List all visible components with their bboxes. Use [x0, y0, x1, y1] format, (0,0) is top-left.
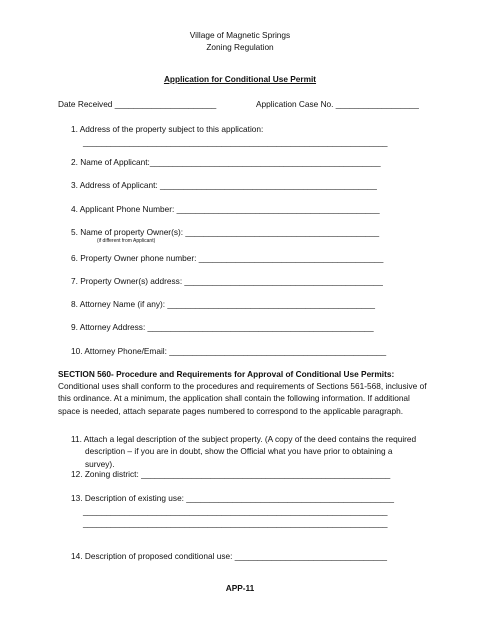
existing-use-blank-1[interactable]: __________________________________________________________________	[83, 506, 388, 516]
owner-phone-field[interactable]: 6. Property Owner phone number: ________________________________________	[71, 253, 384, 263]
page-footer: APP-11	[225, 583, 255, 593]
header-document-type: Zoning Regulation	[206, 42, 274, 52]
attorney-contact-field[interactable]: 10. Attorney Phone/Email: _______________________________________________	[71, 346, 387, 356]
property-address-blank[interactable]: __________________________________________________________________	[83, 137, 388, 147]
section-heading: SECTION 560- Procedure and Requirements for Approval of Conditional Use Permits:	[58, 369, 395, 379]
proposed-use-field[interactable]: 14. Description of proposed conditional use: _________________________________	[71, 551, 388, 561]
attorney-name-field[interactable]: 8. Attorney Name (if any): _____________________________________________	[71, 299, 376, 309]
owner-name-field[interactable]: 5. Name of property Owner(s): __________________________________________	[71, 227, 380, 237]
owner-name-note: (if different from Applicant)	[97, 238, 156, 244]
existing-use-blank-2[interactable]: __________________________________________________________________	[83, 518, 388, 528]
legal-description-item: 11. Attach a legal description of the subject property. (A copy of the deed contains the required description – if you are in doubt, show the Official what you have prior to obtaining a survey).	[71, 434, 417, 469]
applicant-name-field[interactable]: 2. Name of Applicant:__________________________________________________	[71, 157, 381, 167]
date-received-field[interactable]: Date Received ______________________	[58, 99, 217, 109]
form-title: Application for Conditional Use Permit	[163, 74, 317, 84]
existing-use-field[interactable]: 13. Description of existing use: _____________________________________________	[71, 493, 394, 503]
header-municipality: Village of Magnetic Springs	[189, 30, 291, 40]
case-number-field[interactable]: Application Case No. __________________	[256, 99, 419, 109]
applicant-phone-field[interactable]: 4. Applicant Phone Number: ____________________________________________	[71, 204, 380, 214]
property-address-item: 1. Address of the property subject to this application:	[71, 124, 264, 134]
section-body: Conditional uses shall conform to the procedures and requirements of Sections 561-568, inclusive of this ordinance. At a minimum, the application shall contain the following information. If additional space is needed, attach separate pages numbered to correspond to the applicable paragraph.	[58, 381, 427, 416]
applicant-address-field[interactable]: 3. Address of Applicant: _______________________________________________	[71, 180, 377, 190]
attorney-address-field[interactable]: 9. Attorney Address: _________________________________________________	[71, 322, 374, 332]
owner-address-field[interactable]: 7. Property Owner(s) address: ___________________________________________	[71, 276, 383, 286]
zoning-district-field[interactable]: 12. Zoning district: ______________________________________________________	[71, 469, 391, 479]
